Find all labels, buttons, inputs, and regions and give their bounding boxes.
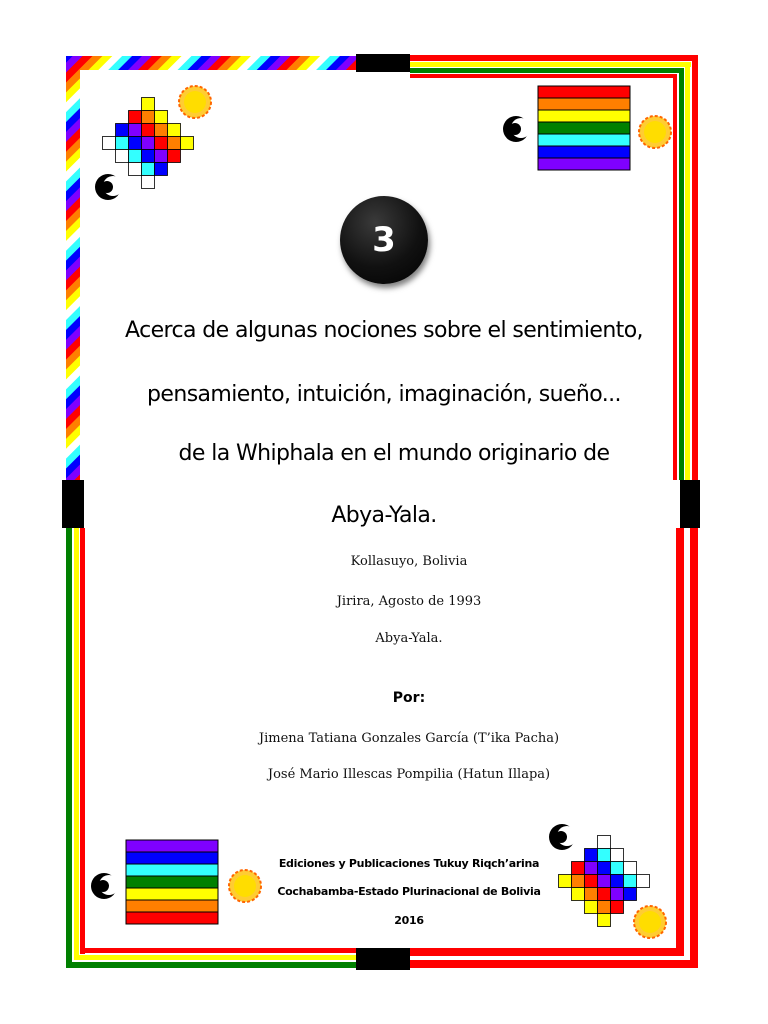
diamond-cell bbox=[129, 124, 142, 137]
title-line-3: de la Whiphala en el mundo originario de bbox=[178, 441, 610, 466]
diamond-cell bbox=[168, 137, 181, 150]
publisher-text: Ediciones y Publicaciones Tukuy Riqch’arina bbox=[278, 857, 540, 870]
border-stripes-bottom-right bbox=[410, 948, 698, 968]
diamond-cell bbox=[598, 836, 611, 849]
diamond-cell bbox=[116, 124, 129, 137]
diamond-cell bbox=[155, 124, 168, 137]
diamond-cell bbox=[129, 150, 142, 163]
rainbow-flag-bottom-left bbox=[126, 840, 218, 924]
date-text: Jirira, Agosto de 1993 bbox=[336, 594, 482, 609]
diamond-cell bbox=[103, 137, 116, 150]
diamond-cell bbox=[129, 111, 142, 124]
border-black-block-bottom bbox=[356, 948, 410, 970]
diamond-cell bbox=[116, 137, 129, 150]
diamond-cell bbox=[168, 150, 181, 163]
diamond-cell bbox=[611, 901, 624, 914]
diamond-cell bbox=[129, 163, 142, 176]
moon-icon bbox=[549, 824, 577, 850]
diamond-cell bbox=[142, 124, 155, 137]
by-label: Por: bbox=[392, 690, 426, 706]
region-text: Abya-Yala. bbox=[375, 631, 443, 646]
author-2: José Mario Illescas Pompilia (Hatun Illapa) bbox=[267, 767, 551, 782]
moon-icon bbox=[95, 174, 123, 200]
diamond-cell bbox=[142, 163, 155, 176]
title-line-2: pensamiento, intuición, imaginación, sueño... bbox=[147, 382, 621, 407]
diamond-cell bbox=[142, 137, 155, 150]
title-line-4: Abya-Yala. bbox=[331, 503, 437, 528]
whiphala-border-left bbox=[66, 56, 80, 480]
diamond-cell bbox=[142, 176, 155, 189]
diamond-cell bbox=[155, 111, 168, 124]
title-line-1: Acerca de algunas nociones sobre el sentimiento, bbox=[125, 318, 643, 343]
diamond-cell bbox=[598, 901, 611, 914]
year-text: 2016 bbox=[394, 914, 424, 927]
border-stripes-right-upper bbox=[673, 55, 698, 480]
diamond-cell bbox=[181, 137, 194, 150]
whiphala-diamond-top-left bbox=[103, 98, 194, 189]
diamond-cell bbox=[142, 111, 155, 124]
whiphala-border-top bbox=[66, 56, 356, 70]
location-text: Cochabamba-Estado Plurinacional de Bolivia bbox=[277, 885, 541, 898]
diamond-cell bbox=[155, 137, 168, 150]
chapter-number-badge: 3 bbox=[340, 196, 428, 284]
diamond-cell bbox=[129, 137, 142, 150]
author-1: Jimena Tatiana Gonzales García (T’ika Pacha) bbox=[258, 731, 560, 746]
place-text: Kollasuyo, Bolivia bbox=[350, 554, 468, 569]
diamond-cell bbox=[142, 150, 155, 163]
whiphala-diamond-bottom-right bbox=[559, 836, 650, 927]
border-stripes-top-right bbox=[410, 55, 698, 78]
moon-icon bbox=[503, 116, 531, 142]
sun-icon bbox=[639, 116, 671, 148]
diamond-cell bbox=[585, 901, 598, 914]
diamond-cell bbox=[155, 163, 168, 176]
diamond-cell bbox=[155, 150, 168, 163]
diamond-cell bbox=[142, 98, 155, 111]
border-black-block-top bbox=[356, 54, 410, 72]
sun-icon bbox=[179, 86, 211, 118]
rainbow-flag-top-right bbox=[538, 86, 630, 170]
diamond-cell bbox=[168, 124, 181, 137]
diamond-cell bbox=[116, 150, 129, 163]
